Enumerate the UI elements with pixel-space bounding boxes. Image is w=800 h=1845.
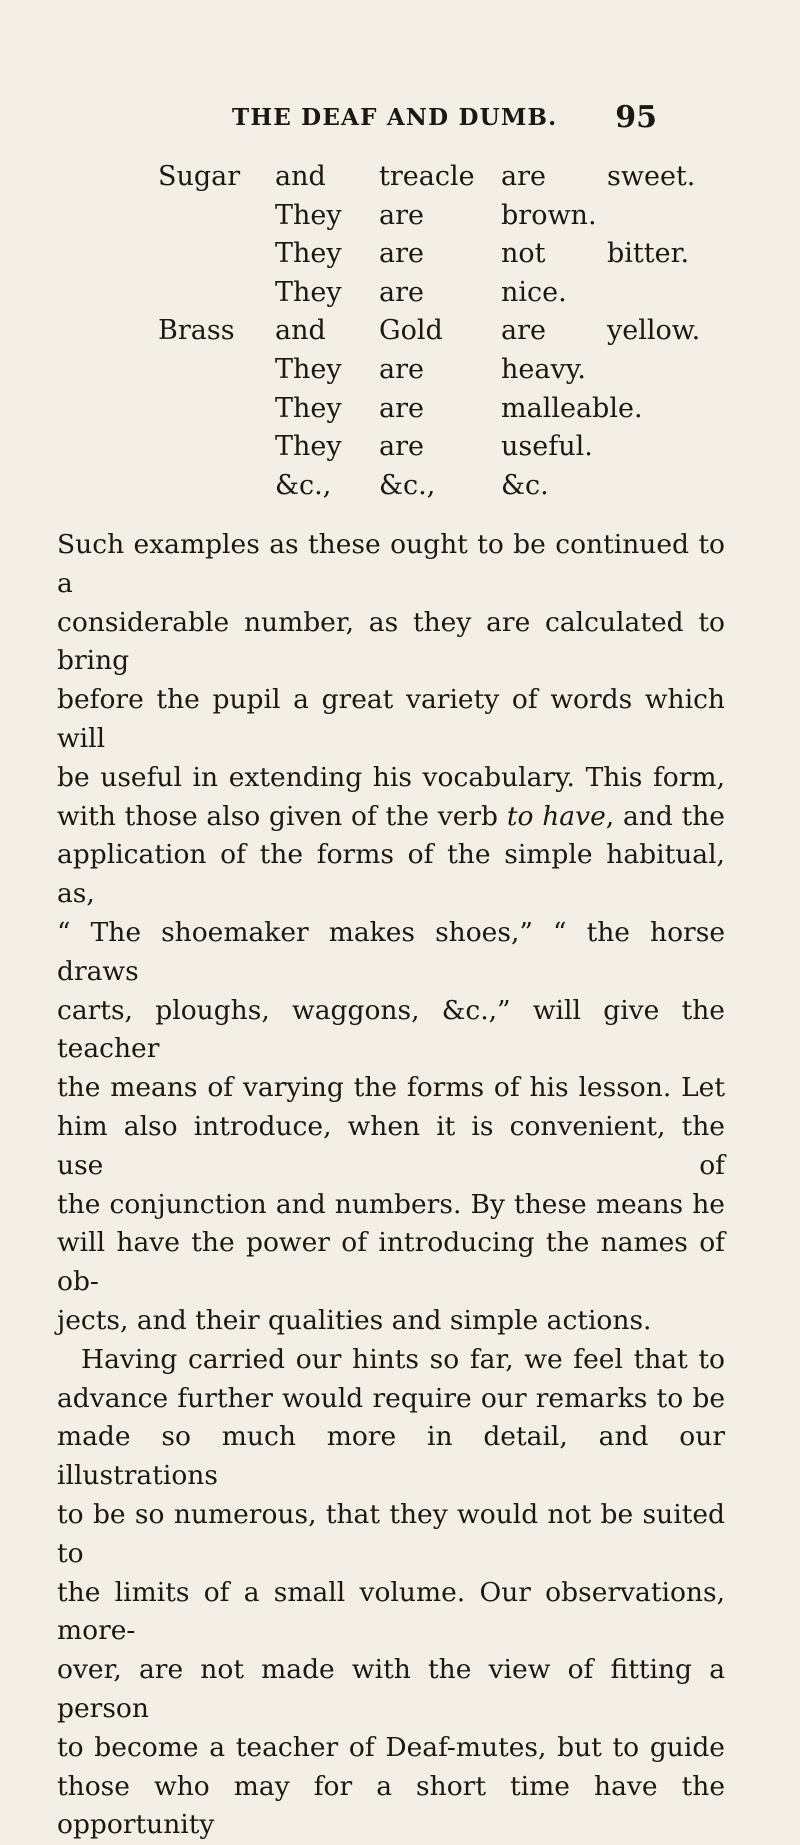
example-word: They <box>275 351 342 389</box>
example-word: yellow. <box>607 312 700 350</box>
text-span: , and the <box>606 801 725 832</box>
example-word: bitter. <box>607 235 689 273</box>
text-line: the conjunction and numbers. By these means he <box>57 1186 725 1225</box>
example-word: treacle <box>379 158 475 196</box>
text-line: be useful in extending his vocabulary. This form, <box>57 759 725 798</box>
example-word: Gold <box>379 312 443 350</box>
example-word: brown. <box>501 197 597 235</box>
example-word: They <box>275 197 342 235</box>
text-line: application of the forms of the simple habitual, as, <box>57 836 725 914</box>
example-word: are <box>379 390 424 428</box>
example-row <box>158 390 718 429</box>
example-word: &c. <box>501 467 549 505</box>
example-word: heavy. <box>501 351 586 389</box>
page-header <box>232 102 657 142</box>
text-line <box>57 1341 725 1380</box>
example-row <box>158 274 718 313</box>
example-sentences <box>158 158 718 505</box>
example-word: and <box>275 312 326 350</box>
text-line: jects, and their qualities and simple actions. <box>57 1302 725 1341</box>
text-line: him also introduce, when it is convenient, the use of <box>57 1108 725 1186</box>
text-line: carts, ploughs, waggons, &c.,” will give the teacher <box>57 992 725 1070</box>
example-word: Sugar <box>158 158 240 196</box>
text-line: Such examples as these ought to be continued to a <box>57 526 725 604</box>
example-row <box>158 428 718 467</box>
example-word: malleable. <box>501 390 643 428</box>
example-word: and <box>275 158 326 196</box>
text-line: those who may for a short time have the opportunity <box>57 1768 725 1845</box>
example-row <box>158 235 718 274</box>
text-line: made so much more in detail, and our illustrations <box>57 1418 725 1496</box>
text-span: Having carried our hints so far, we feel that to <box>81 1344 725 1375</box>
text-line: before the pupil a great variety of words which will <box>57 681 725 759</box>
text-line: the limits of a small volume. Our observations, more- <box>57 1574 725 1652</box>
italic-phrase: to have <box>507 801 606 832</box>
example-word: They <box>275 390 342 428</box>
example-row <box>158 158 718 197</box>
example-word: &c., <box>379 467 435 505</box>
example-word: are <box>379 351 424 389</box>
example-word: nice. <box>501 274 567 312</box>
example-row <box>158 467 718 506</box>
example-word: are <box>379 428 424 466</box>
example-word: Brass <box>158 312 235 350</box>
example-row <box>158 197 718 236</box>
example-word: are <box>379 274 424 312</box>
text-line <box>57 798 725 837</box>
example-word: are <box>501 312 546 350</box>
example-row <box>158 312 718 351</box>
text-line: will have the power of introducing the names of ob- <box>57 1224 725 1302</box>
example-word: useful. <box>501 428 593 466</box>
example-word: They <box>275 235 342 273</box>
example-word: are <box>379 197 424 235</box>
example-row <box>158 351 718 390</box>
text-line: considerable number, as they are calculated to bring <box>57 604 725 682</box>
text-line: to become a teacher of Deaf-mutes, but to guide <box>57 1729 725 1768</box>
running-title: THE DEAF AND DUMB. <box>232 104 557 131</box>
text-line: to be so numerous, that they would not be suited to <box>57 1496 725 1574</box>
example-word: &c., <box>275 467 331 505</box>
text-line: “ The shoemaker makes shoes,” “ the horse draws <box>57 914 725 992</box>
text-line: over, are not made with the view of fitting a person <box>57 1651 725 1729</box>
body-text <box>57 526 725 1845</box>
example-word: They <box>275 274 342 312</box>
text-line: the means of varying the forms of his lesson. Let <box>57 1069 725 1108</box>
text-line: advance further would require our remarks to be <box>57 1380 725 1419</box>
example-word: not <box>501 235 546 273</box>
example-word: sweet. <box>607 158 695 196</box>
text-span: with those also given of the verb <box>57 801 498 832</box>
example-word: They <box>275 428 342 466</box>
example-word: are <box>379 235 424 273</box>
example-word: are <box>501 158 546 196</box>
page-number: 95 <box>615 100 657 135</box>
